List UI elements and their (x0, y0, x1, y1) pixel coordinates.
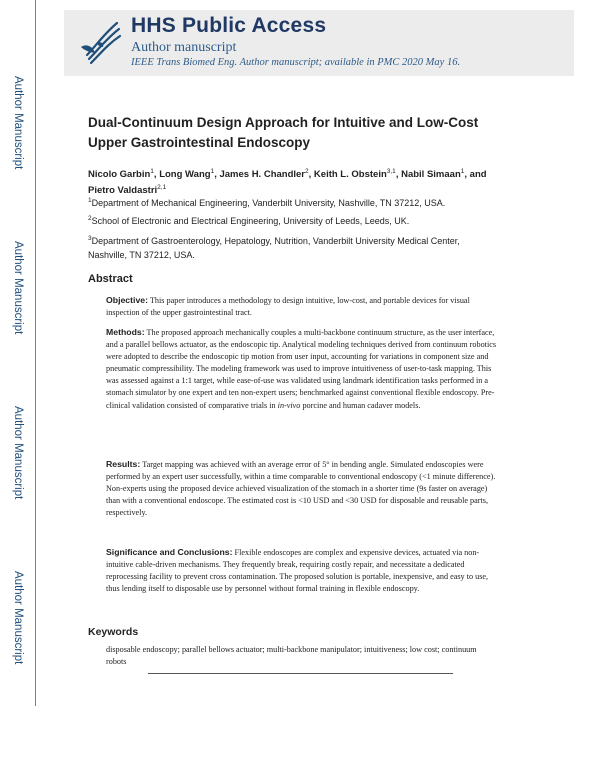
citation-line (131, 57, 460, 68)
affiliation-text: Department of Gastroenterology, Hepatology, Nutrition, Vanderbilt University Medical Center, Nashville, TN 37212, USA. (88, 236, 460, 260)
author-name: James H. Chandler (219, 169, 306, 181)
availability-text: Author manuscript; available in PMC 2020 May 16. (239, 57, 461, 68)
article-title (88, 113, 498, 153)
author-separator: , (308, 169, 314, 181)
results-text: Target mapping was achieved with an average error of 5° in bending angle. Simulated endoscopies were performed by an expert user successfully, within a time comparable to conventional endoscopy (<1 minute difference). Non-experts using the proposed device achieved visualization of the stomach in a shorter time (9s faster on average) than with a conventional endoscope. The estimated cost is <10 USD and <30 USD for disposable and reusable parts, respectively. (106, 460, 496, 518)
author-name: Nabil Simaan (401, 169, 461, 181)
abstract-objective (106, 294, 498, 319)
author-affiliation-sup: 1 (210, 168, 215, 175)
sidebar-rule (35, 0, 36, 706)
article-title-line-2: Upper Gastrointestinal Endoscopy (88, 135, 311, 150)
objective-label: Objective: (106, 295, 149, 305)
affiliation-sup: 2 (88, 215, 92, 222)
affiliation-3 (88, 232, 498, 262)
hhs-eagle-logo-icon (77, 17, 123, 67)
author-name: Pietro Valdastri (88, 185, 158, 197)
affiliation-text: Department of Mechanical Engineering, Vanderbilt University, Nashville, TN 37212, USA. (91, 198, 446, 208)
author-separator: , (214, 169, 220, 181)
author-name: Keith L. Obstein (313, 169, 387, 181)
significance-label: Significance and Conclusions: (106, 547, 233, 557)
methods-italic: in-vivo (277, 400, 301, 410)
author-separator: , and (464, 169, 487, 181)
sidebar-label-2: Author Manuscript (12, 241, 24, 335)
abstract-heading: Abstract (88, 273, 133, 285)
methods-text-end: porcine and human cadaver models. (300, 400, 421, 410)
affiliation-1 (88, 194, 498, 210)
keywords-rule (148, 673, 453, 674)
journal-name: IEEE Trans Biomed Eng. (131, 57, 238, 68)
author-manuscript-label: Author manuscript (131, 40, 237, 55)
author-affiliation-sup: 1 (150, 168, 154, 175)
sidebar-label-1: Author Manuscript (12, 76, 24, 170)
affiliation-text: School of Electronic and Electrical Engineering, University of Leeds, Leeds, UK. (91, 216, 410, 226)
author-list (88, 165, 498, 197)
author-affiliation-sup: 2 (305, 168, 309, 175)
article-title-line-1: Dual-Continuum Design Approach for Intuitive and Low-Cost (88, 115, 479, 130)
methods-label: Methods: (106, 327, 145, 337)
author-name: Long Wang (159, 169, 211, 181)
author-affiliation-sup: 3,1 (386, 168, 396, 175)
keywords-text: disposable endoscopy; parallel bellows actuator; multi-backbone manipulator; intuitiveness; low cost; continuum robots (106, 645, 477, 667)
sidebar-label-4: Author Manuscript (12, 571, 24, 665)
author-affiliation-sup: 2,1 (157, 184, 167, 192)
affiliation-sup: 1 (88, 197, 92, 204)
author-separator: , (153, 169, 160, 181)
affiliation-sup: 3 (88, 235, 92, 242)
methods-text: The proposed approach mechanically couples a multi-backbone continuum structure, as the user interface, and a parallel bellows actuator, as the endoscopic tip. Analytical modeling techniques derived from continuum robotics were adopted to describe the endoscopic tip motion from user input, accounting for variations in component size and pneumatic compressibility. The modeling framework was used to improve intuitiveness of user-to-task mapping. This was assessed against a 1:1 target, while ease-of-use was validated using landmark identification tasks performed in a stomach simulator by one expert and ten non-expert users; benchmarked against conventional flexible endoscopy. Pre-clinical validation consisted of comparative trials in (106, 328, 497, 410)
author-name: Nicolo Garbin (88, 169, 151, 181)
abstract-methods (106, 326, 498, 412)
keywords-heading: Keywords (88, 626, 139, 638)
sidebar-label-3: Author Manuscript (12, 406, 24, 500)
objective-text: This paper introduces a methodology to design intuitive, low-cost, and portable devices for visual inspection of the upper gastrointestinal tract. (106, 296, 470, 318)
significance-text: Flexible endoscopes are complex and expensive devices, actuated via non-intuitive cable-driven mechanisms. They frequently break, requiring costly repair, and necessitate a dedicated reprocessing facility to prevent cross contamination. The proposed solution is portable, inexpensive, and easy to use, thus lending itself to disposable use by personnel without formal training in flexible endoscopy. (106, 548, 489, 594)
hhs-title: HHS Public Access (131, 14, 327, 37)
abstract-significance (106, 546, 498, 595)
affiliation-2 (88, 212, 498, 228)
results-label: Results: (106, 459, 141, 469)
abstract-results (106, 458, 498, 519)
author-separator: , (395, 169, 402, 181)
author-affiliation-sup: 1 (460, 168, 465, 175)
